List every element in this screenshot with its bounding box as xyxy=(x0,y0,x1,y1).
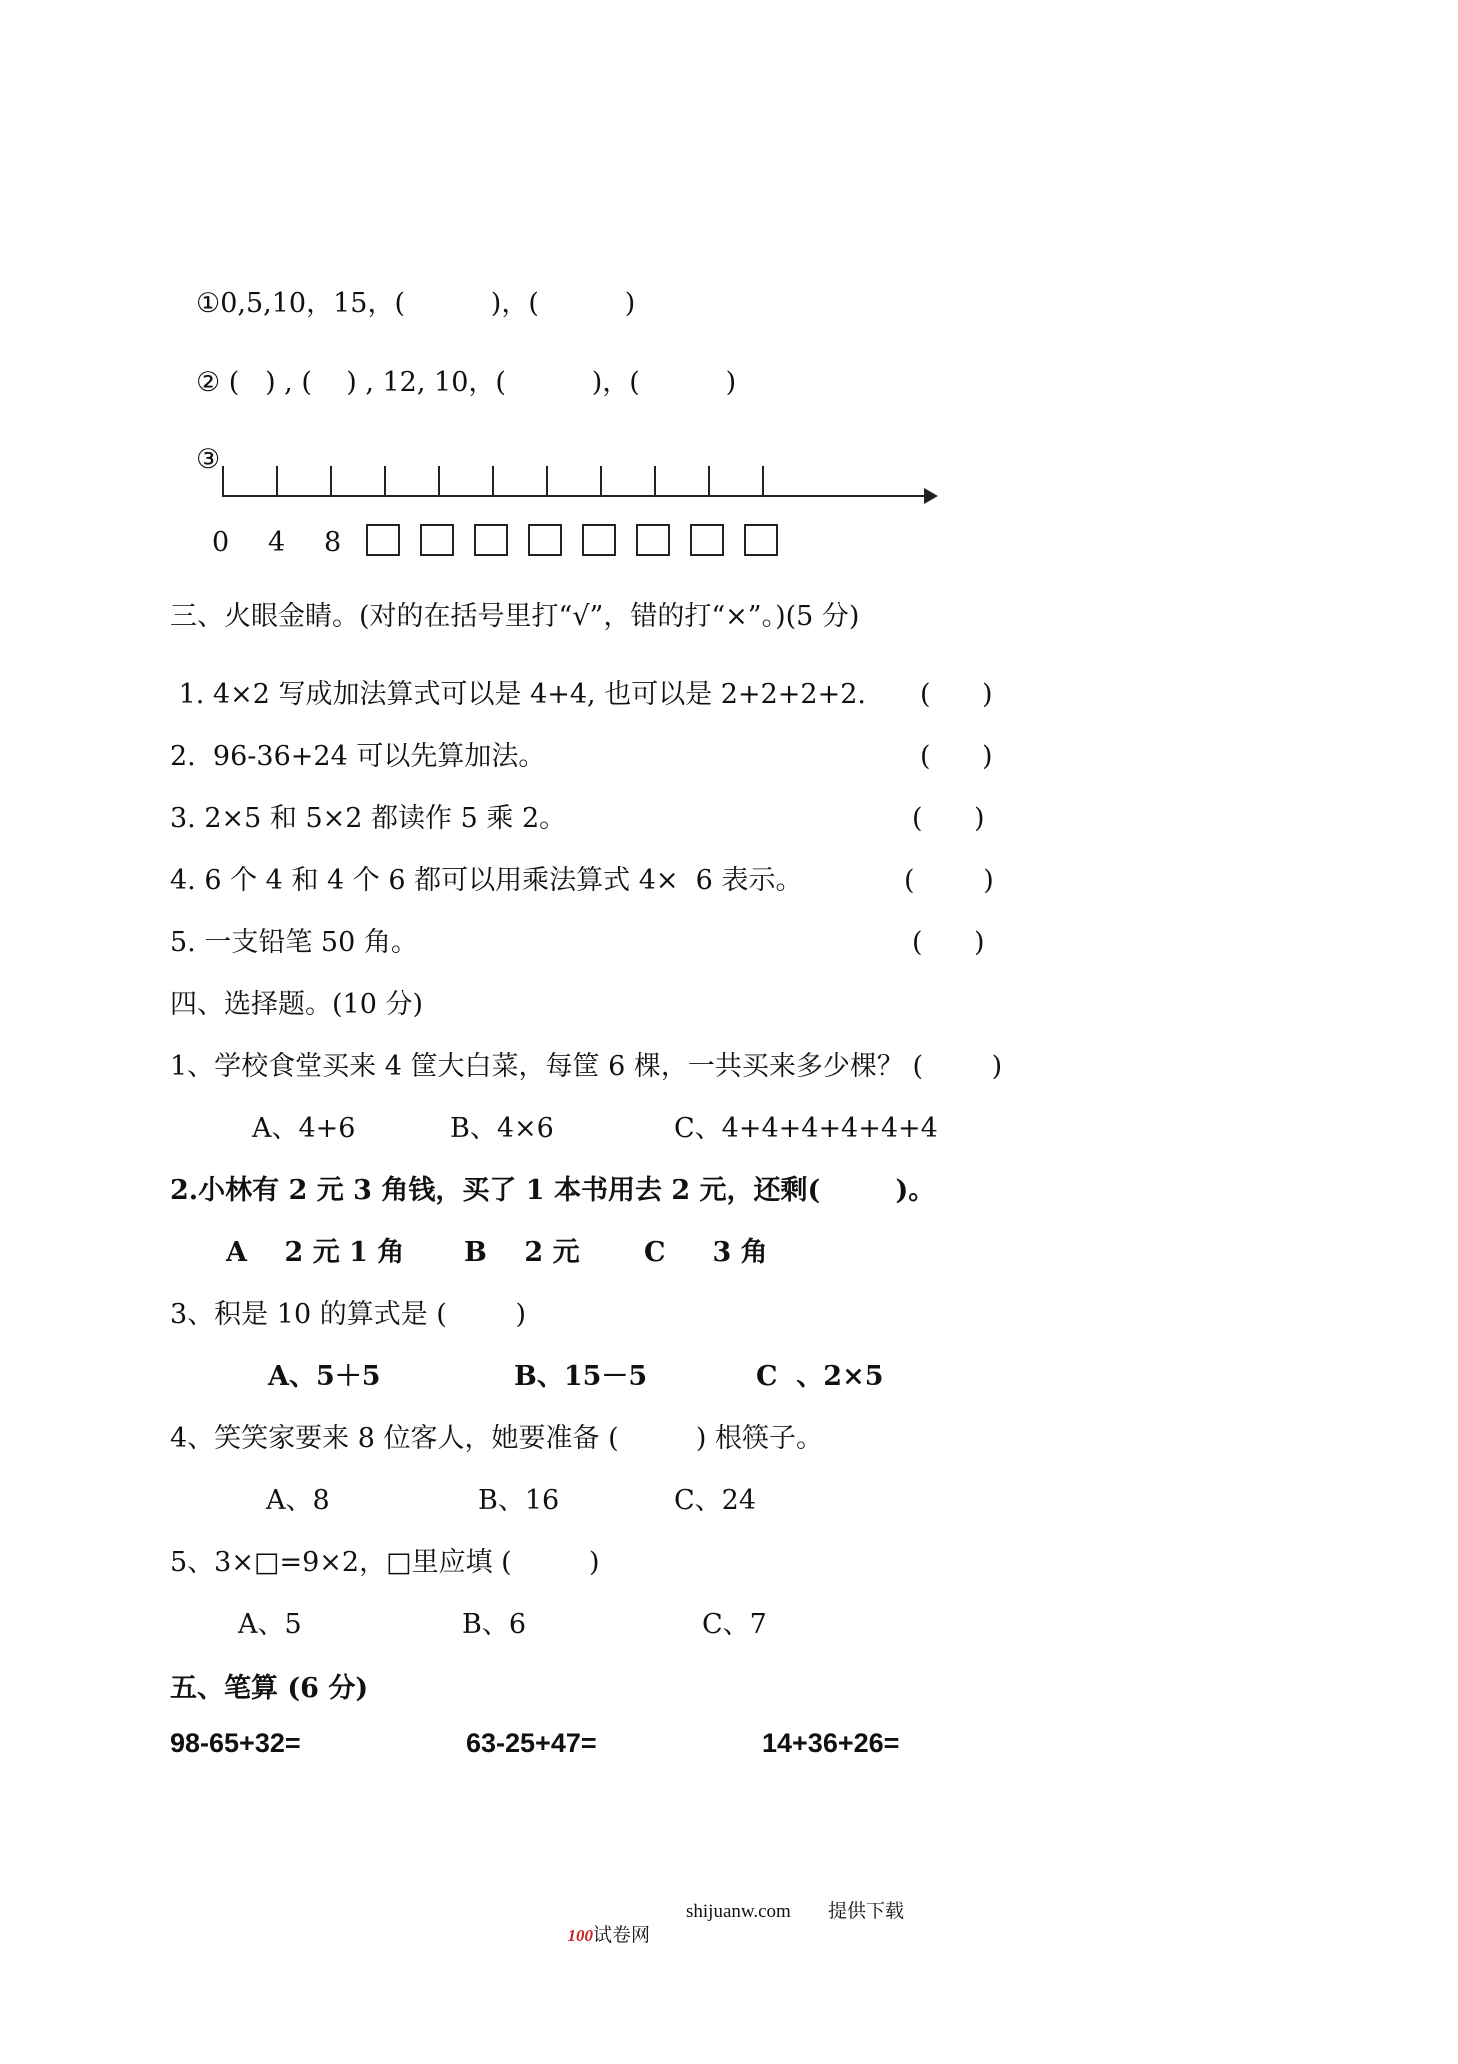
choice-option[interactable]: A、8 xyxy=(266,1485,330,1516)
judgement-item: 2. 96-36+24 可以先算加法。 xyxy=(170,741,546,772)
choice-option[interactable]: C、24 xyxy=(674,1485,757,1516)
choice-option[interactable]: B、15－5 xyxy=(514,1361,648,1392)
choice-option[interactable]: A、5＋5 xyxy=(268,1361,381,1392)
number-line-tick xyxy=(762,466,764,496)
footer-site-name: 试卷网 xyxy=(593,1925,651,1946)
choice-option[interactable]: C、7 xyxy=(702,1609,767,1640)
section-5-heading: 五、笔算 (6 分) xyxy=(170,1673,369,1704)
calc-problem: 14+36+26= xyxy=(762,1728,900,1758)
choice-option[interactable]: B 2 元 xyxy=(464,1237,580,1268)
judgement-item: 1. 4×2 写成加法算式可以是 4+4, 也可以是 2+2+2+2. xyxy=(170,679,866,710)
judgement-item: 4. 6 个 4 和 4 个 6 都可以用乘法算式 4× 6 表示。 xyxy=(170,865,803,896)
judgement-item: 5. 一支铅笔 50 角。 xyxy=(170,927,418,958)
footer-note: 提供下载 xyxy=(828,1901,905,1922)
number-line-tick xyxy=(276,466,278,496)
judgement-blank[interactable]: ( ) xyxy=(920,679,993,710)
sequence-question-2: ② ( ) , ( ) , 12, 10，( )，( ) xyxy=(196,367,737,398)
choice-question: 5、3×□=9×2，□里应填 ( ) xyxy=(170,1547,600,1578)
answer-box[interactable] xyxy=(636,524,670,556)
judgement-blank[interactable]: ( ) xyxy=(904,865,994,896)
arrow-icon xyxy=(924,488,938,504)
answer-box[interactable] xyxy=(474,524,508,556)
choice-option[interactable]: B、4×6 xyxy=(450,1113,554,1144)
number-line-tick xyxy=(708,466,710,496)
sequence-question-1: ①0,5,10，15，( )，( ) xyxy=(196,288,636,319)
choice-question: 1、学校食堂买来 4 筐大白菜，每筐 6 棵，一共买来多少棵？ ( ) xyxy=(170,1051,1003,1082)
site-logo: 100 xyxy=(567,1926,593,1945)
choice-option[interactable]: C 3 角 xyxy=(644,1237,768,1268)
page-footer xyxy=(558,1900,650,1948)
judgement-item: 3. 2×5 和 5×2 都读作 5 乘 2。 xyxy=(170,803,567,834)
answer-box[interactable] xyxy=(690,524,724,556)
number-line-tick xyxy=(330,466,332,496)
choice-option[interactable]: B、16 xyxy=(478,1485,560,1516)
judgement-blank[interactable]: ( ) xyxy=(912,803,985,834)
choice-option[interactable]: A、5 xyxy=(238,1609,302,1640)
number-line-label: 0 xyxy=(212,527,230,558)
choice-question: 2.小林有 2 元 3 角钱，买了 1 本书用去 2 元，还剩( )。 xyxy=(170,1175,936,1206)
choice-option[interactable]: C 、2×5 xyxy=(756,1361,884,1392)
number-line-tick xyxy=(492,466,494,496)
judgement-blank[interactable]: ( ) xyxy=(920,741,993,772)
number-line-tick xyxy=(546,466,548,496)
choice-option[interactable]: B、6 xyxy=(462,1609,527,1640)
footer-url[interactable]: shijuanw.com xyxy=(686,1901,791,1922)
section-3-heading: 三、火眼金睛。(对的在括号里打“√”，错的打“×”。)(5 分) xyxy=(170,601,860,632)
number-line-tick xyxy=(654,466,656,496)
number-line-label: 8 xyxy=(324,527,342,558)
answer-box[interactable] xyxy=(420,524,454,556)
calc-problem: 98-65+32= xyxy=(170,1728,301,1758)
choice-question: 4、笑笑家要来 8 位客人，她要准备 ( ) 根筷子。 xyxy=(170,1423,823,1454)
choice-option[interactable]: A、4+6 xyxy=(252,1113,356,1144)
choice-option[interactable]: C、4+4+4+4+4+4 xyxy=(674,1113,938,1144)
choice-option[interactable]: A 2 元 1 角 xyxy=(226,1237,405,1268)
judgement-blank[interactable]: ( ) xyxy=(912,927,985,958)
number-line-tick xyxy=(384,466,386,496)
section-4-heading: 四、选择题。(10 分) xyxy=(170,989,424,1020)
calc-problem: 63-25+47= xyxy=(466,1728,597,1758)
number-line-tick xyxy=(600,466,602,496)
number-line-tick xyxy=(438,466,440,496)
answer-box[interactable] xyxy=(366,524,400,556)
number-line-axis xyxy=(222,495,930,497)
answer-box[interactable] xyxy=(528,524,562,556)
number-line-label: 4 xyxy=(268,527,286,558)
choice-question: 3、积是 10 的算式是 ( ) xyxy=(170,1299,527,1330)
answer-box[interactable] xyxy=(582,524,616,556)
number-line-marker: ③ xyxy=(196,444,221,475)
answer-box[interactable] xyxy=(744,524,778,556)
number-line-tick xyxy=(222,466,224,496)
